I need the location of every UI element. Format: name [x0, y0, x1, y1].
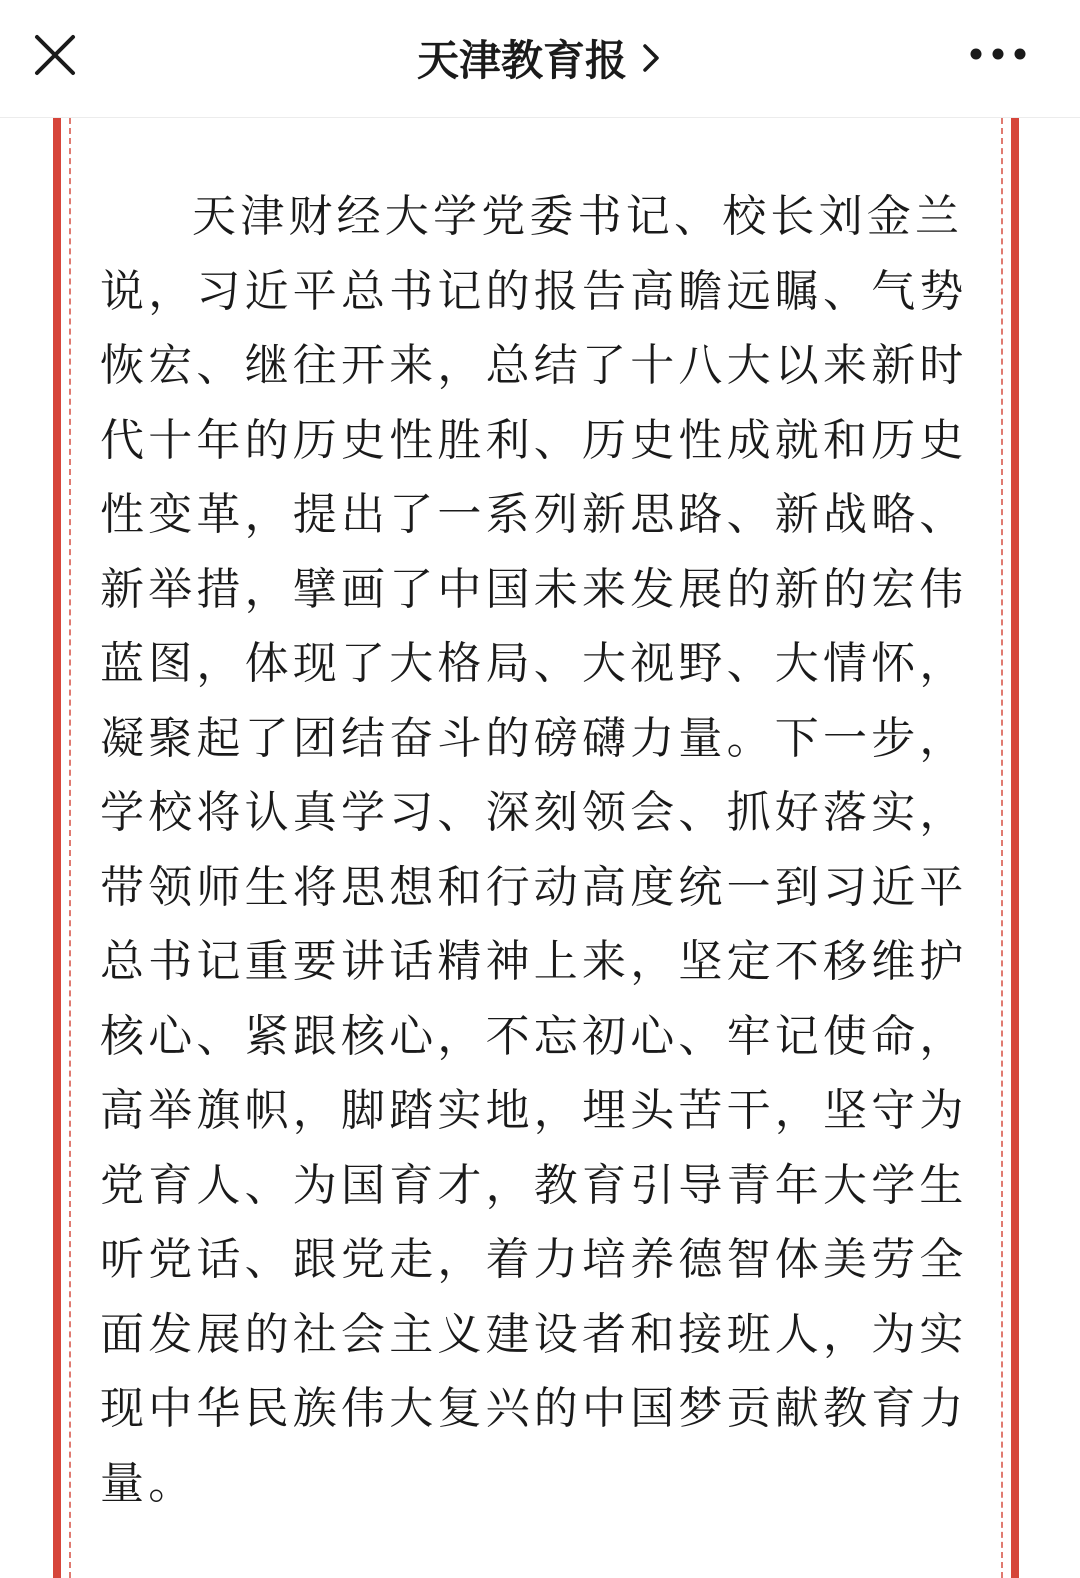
frame-right-bar [1011, 118, 1019, 1578]
account-name: 天津教育报 [416, 36, 627, 85]
more-options-button[interactable] [970, 36, 1026, 72]
frame-left-dashed-line [69, 118, 71, 1578]
frame-right-dashed-line [1001, 118, 1003, 1578]
title-area [0, 28, 1080, 88]
more-dots-icon [970, 36, 1026, 72]
account-name-link[interactable] [417, 28, 663, 88]
article-paragraph: 天津财经大学党委书记、校长刘金兰说，习近平总书记的报告高瞻远瞩、气势恢宏、继往开来，总结了十八大以来新时代十年的历史性胜利、历史性成就和历史性变革，提出了一系列新思路、新战略、新举措，擘画了中国未来发展的新的宏伟蓝图，体现了大格局、大视野、大情怀，凝聚起了团结奋斗的磅礴力量。下一步，学校将认真学习、深刻领会、抓好落实，带领师生将思想和行动高度统一到习近平总书记重要讲话精神上来，坚定不移维护核心、紧跟核心，不忘初心、牢记使命，高举旗帜，脚踏实地，埋头苦干，坚守为党育人、为国育才，教育引导青年大学生听党话、跟党走，着力培养德智体美劳全面发展的社会主义建设者和接班人，为实现中华民族伟大复兴的中国梦贡献教育力量。 [100, 191, 968, 1509]
frame-left-bar [53, 118, 61, 1578]
chevron-right-icon [639, 40, 663, 76]
top-navigation-bar [0, 0, 1080, 118]
